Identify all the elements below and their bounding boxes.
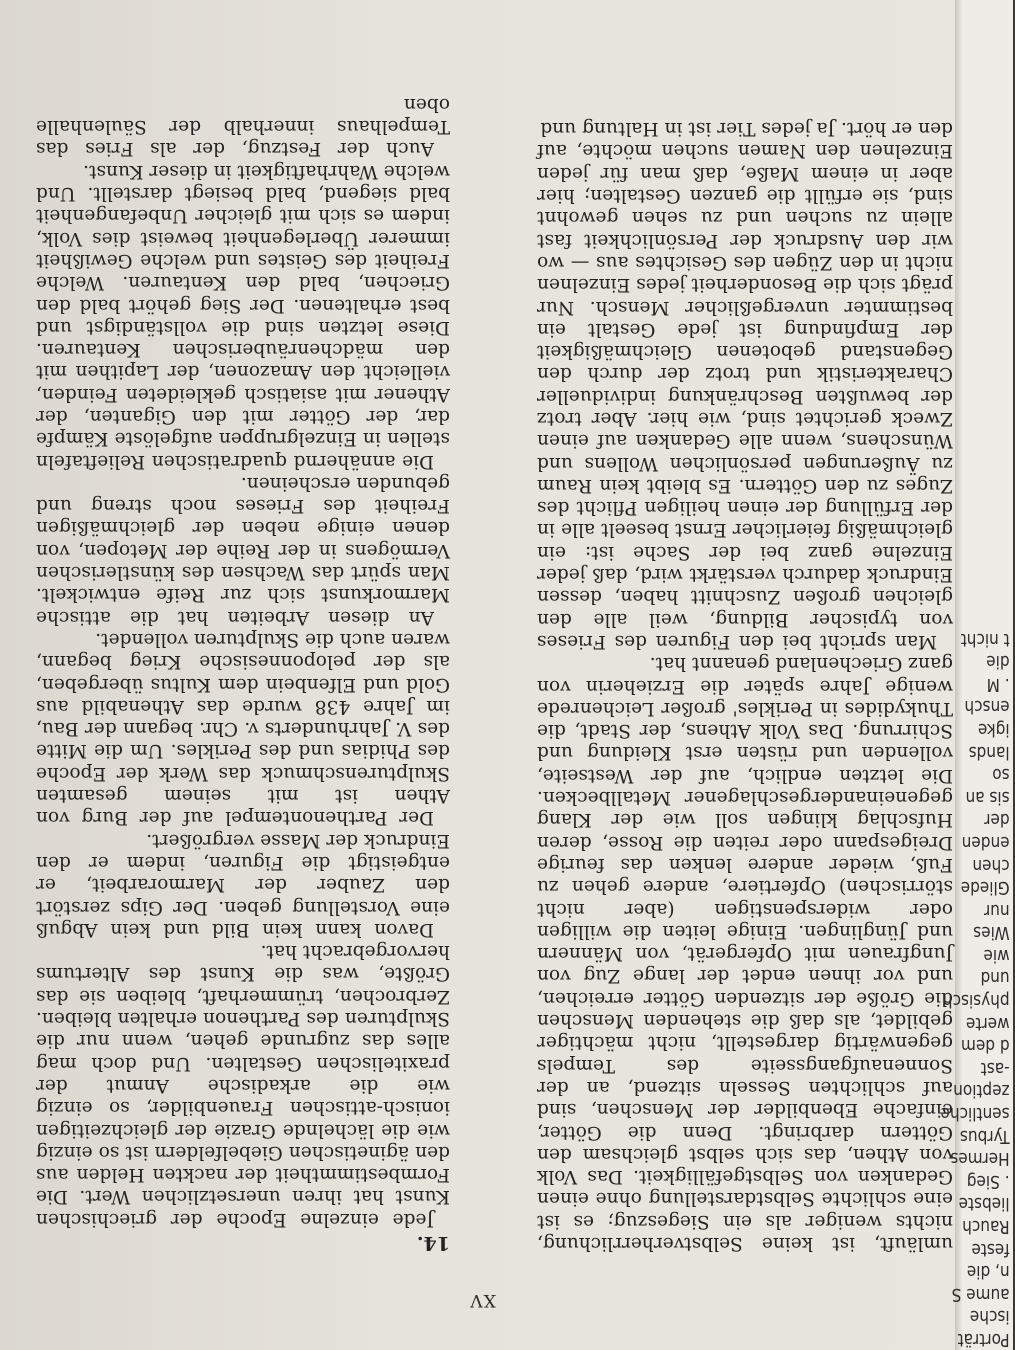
right-text-column — [36, 19, 450, 1254]
section-number: 14. — [416, 1232, 450, 1254]
paragraph-metopes: Die annähernd quadratischen Relieftafeln stellen in Einzelgruppen aufgelöste Kämpfe dar, der Götter mit den Giganten, der Athener mit asiatisch gekleideten Feinden, vielleicht den Amazonen, der Lapithen mit den mädchenräuberischen Kentauren. Diese letzten sind die vollständigst und best erhaltenen. Der Sieg gehört bald den Griechen, bald den Kentauren. Welche Freiheit des Geistes und welche Gewißheit immerer Überlegenheit beweist dies Volk, indem es sich mit gleicher Unbefangenheit bald siegend, bald besiegt darstellt. Und welche Wahrhaftigkeit in dieser Kunst. — [36, 160, 450, 472]
paragraph-parthenon-temple: Der Parthenontempel auf der Burg von Athen ist mit seinem gesamten Skulpturenschmuck das Werk der Epoche des Phidias und des Perikles. Um die Mitte des V. Jahrhunderts v. Chr. begann der Bau, im Jahre 438 wurde das Athenabild aus Gold und Elfenbein dem Kultus übergeben, als der peloponnesische Krieg begann, waren auch die Skulpturen vollendet. — [36, 628, 450, 829]
page-number: XV — [469, 1290, 496, 1310]
paragraph-frieze-figures: Man spricht bei den Figuren des Frieses von typischer Bildung, weil alle den gleichen großen Zuschnitt haben, dessen Eindruck dadurch verstärkt wird, daß jeder Einzelne ganz bei der Sache ist: ein gleichmäßig feierlicher Ernst beseelt alle in der Erfüllung der einen heiligen Pflicht des Zuges zu den Göttern. Es bleibt kein Raum zu Äußerungen persönlichen Wollens und Wünschens, wenn alle Gedanken auf einen Zweck gerichtet sind, wie hier. Aber trotz der bewußten Beschränkung individueller Charakteristik und trotz der durch den Gegenstand gebotenen Gleichmäßigkeit der Empfindung ist jede Gestalt ein bestimmter unvergeßlicher Mensch. Nur prägt sich die Besonderheit jedes Einzelnen nicht in den Zügen des Gesichtes aus — wo wir den Ausdruck der Persönlichkeit fast allein zu suchen und zu sehen gewohnt sind, sie erfüllt die ganzen Gestalten; hier aber in einem Maße, daß man für jeden Einzelnen den Namen suchen möchte, auf den er hört. Ja jedes Tier ist in Haltung und — [537, 118, 953, 652]
left-text-column — [537, 19, 953, 1254]
paragraph-greek-epochs: Jede einzelne Epoche der griechischen Kunst hat ihren unersetzlichen Wert. Die Formbestimmtheit der nackten Helden aus den äginetischen Giebelfeldern ist so einzig wie die lächelnde Grazie der gleichzeitigen ionisch-attischen Frauenbilder, so einzig wie die arkadische Anmut der praxitelischen Gestalten. Und doch mag alles das zugrunde gehen, wenn nur die Skulpturen des Parthenon erhalten bleiben. Zerbrochen, trümmerhaft, bleiben sie das Größte, was die Kunst des Altertums hervorgebracht hat. — [36, 941, 450, 1230]
paragraph-attic-marble: An diesen Arbeiten hat die attische Marmorkunst sich zur Reife entwickelt. Man spürt das Wachsen des künstlerischen Vermögens in der Reihe der Metopen, von denen einige neben der gleichmäßigen Freiheit des Frieses noch streng und gebunden erscheinen. — [36, 472, 450, 628]
adjacent-page-edge — [940, 0, 1013, 1350]
adjacent-page-text: Porträt ische aume n, die feste Rauch liebste . Sieg Hermes Tyrbus sentliche zeption -ast d dem werte physisch und wie Wies nur Gliede chen enden der sis an so lands igke ensch . M die t nicht — [940, 628, 1010, 1350]
paragraph-festival-procession: Auch der Festzug, der als Fries das Tempelhaus innerhalb der Säulenhalle oben — [36, 93, 450, 160]
paragraph-continuation: umläuft, ist keine Selbstverherrlichung, nichts weniger als ein Siegeszug; es ist eine schlichte Selbstdarstellung ohne einen Gedanken von Selbstgefälligkeit. Das Volk von Athen, das sich selbst gleichsam den Göttern darbringt. Denn die Götter, einfache Ebenbilder der Menschen, sind auf schlichten Sesseln sitzend, an der Sonnenaufgangsseite des Tempels gegenwärtig dargestellt, nicht mächtiger gebildet, als daß die stehenden Menschen die Größe der sitzenden Götter erreichen, und vor ihnen endet der lange Zug von Jungfrauen mit Opfergerät, von Männern und Jünglingen. Einige leiten die willigen oder widerspenstigen (aber nicht störrischen) Opfertiere, andere gehen zu Fuß, wieder andere lenken das feurige Dreigespann oder reiten die Rosse, deren Hufschlag klingen soll wie der Klang gegeneinandergeschlagener Metallbecken. Die letzten endlich, auf der Westseite, vollenden und rüsten erst Kleidung und Schirrung. Das Volk Athens, der Stadt, die Thukydides in Perikles' großer Leichenrede wenige Jahre später die Erzieherin von ganz Griechenland genannt hat. — [537, 653, 953, 1254]
paragraph-plaster-cast: Davon kann kein Bild und kein Abguß eine Vorstellung geben. Der Gips zerstört den Zauber der Marmorarbeit, er entgeistigt die Figuren, indem er den Eindruck der Masse vergrößert. — [36, 829, 450, 940]
